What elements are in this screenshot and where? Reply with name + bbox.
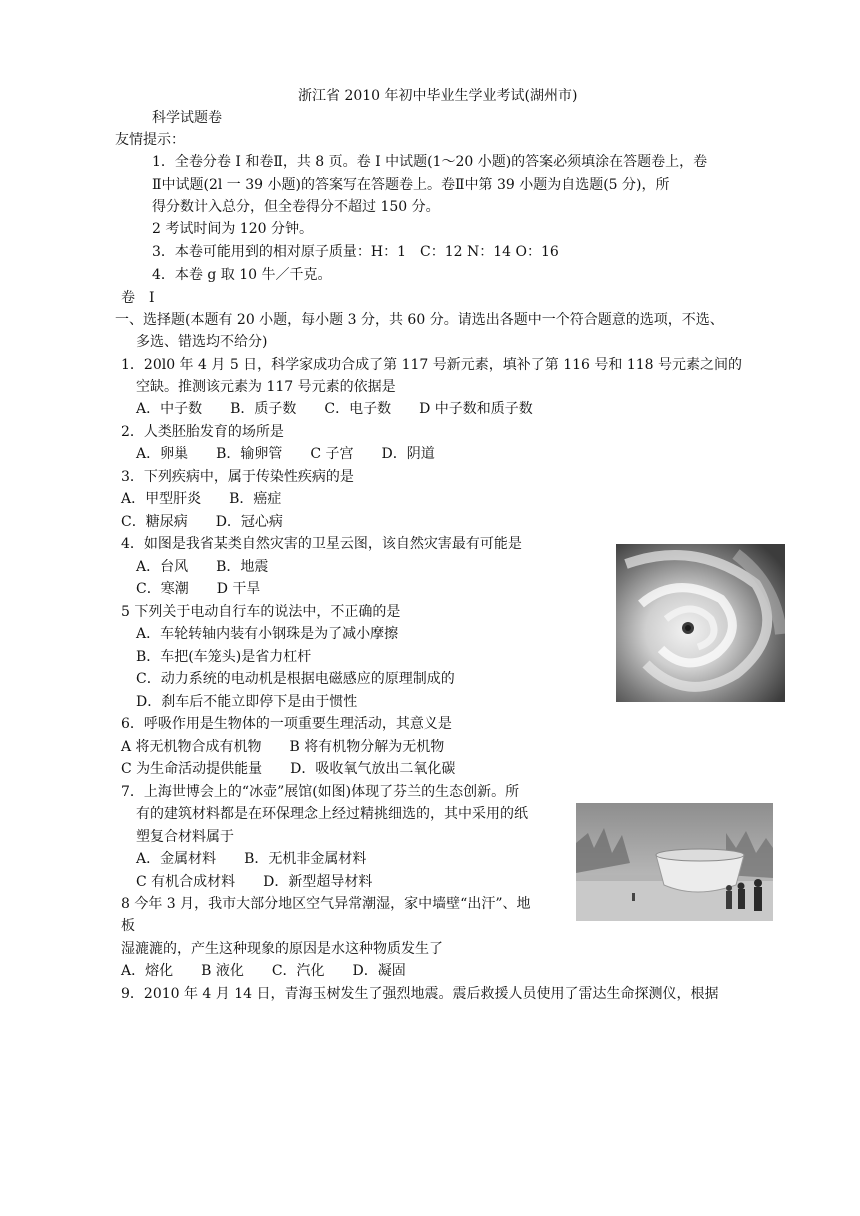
- answer-options: C．糖尿病 D．冠心病: [121, 514, 283, 530]
- question-stem: 3．下列疾病中，属于传染性疾病的是: [121, 469, 354, 485]
- page-title: 浙江省 2010 年初中毕业生学业考试(湖州市): [298, 88, 578, 104]
- answer-options: A 将无机物合成有机物 B 将有机物分解为无机物: [121, 739, 445, 755]
- answer-options: C 有机合成材料 D．新型超导材料: [136, 874, 373, 890]
- pavilion-photo: [576, 803, 773, 921]
- section-intro: 多选、错选均不给分): [136, 334, 268, 350]
- answer-options: A．金属材料 B．无机非金属材料: [136, 851, 367, 867]
- answer-options: C 为生命活动提供能量 D．吸收氧气放出二氧化碳: [121, 761, 456, 777]
- question-stem: 1．20l0 年 4 月 5 日，科学家成功合成了第 117 号新元素，填补了第 116 号和 118 号元素之间的: [121, 357, 743, 373]
- answer-options: A．中子数 B．质子数 C．电子数 D 中子数和质子数: [136, 401, 533, 417]
- tip-line: 得分数计入总分，但全卷得分不超过 150 分。: [152, 199, 440, 215]
- question-stem: 湿漉漉的，产生这种现象的原因是水这种物质发生了: [121, 941, 443, 957]
- paper-subtitle: 科学试题卷: [152, 110, 222, 126]
- question-stem: 9．2010 年 4 月 14 日，青海玉树发生了强烈地震。震后救援人员使用了雷达生命探测仪，根据: [121, 986, 719, 1002]
- question-stem: 板: [121, 918, 135, 934]
- answer-options: A．熔化 B 液化 C．汽化 D．凝固: [121, 963, 406, 979]
- question-stem: 塑复合材料属于: [136, 829, 234, 845]
- section-intro: 一、选择题(本题有 20 小题，每小题 3 分，共 60 分。请选出各题中一个符合题意的选项，不选、: [115, 312, 724, 328]
- question-stem: 空缺。推测该元素为 117 号元素的依据是: [136, 379, 396, 395]
- answer-option: A．车轮转轴内装有小钢珠是为了减小摩擦: [136, 626, 399, 642]
- tip-line: 2 考试时间为 120 分钟。: [152, 221, 313, 237]
- tip-line: 4．本卷 g 取 10 牛／千克。: [152, 267, 332, 283]
- answer-option: B．车把(车笼头)是省力杠杆: [136, 649, 312, 665]
- tip-line: 1．全卷分卷 I 和卷Ⅱ，共 8 页。卷 I 中试题(1～20 小题)的答案必须填涂在答题卷上，卷: [152, 154, 708, 170]
- tips-label: 友情提示：: [115, 132, 185, 148]
- question-stem: 4．如图是我省某类自然灾害的卫星云图，该自然灾害最有可能是: [121, 536, 522, 552]
- tip-line: Ⅱ中试题(2l 一 39 小题)的答案写在答题卷上。卷Ⅱ中第 39 小题为自选题(5 分)，所: [152, 177, 670, 193]
- paper-section-label: 卷 I: [121, 290, 155, 306]
- question-stem: 2．人类胚胎发育的场所是: [121, 424, 284, 440]
- typhoon-satellite-image: [616, 544, 785, 702]
- answer-options: C．寒潮 D 干旱: [136, 581, 261, 597]
- tip-line: 3．本卷可能用到的相对原子质量：H：1 C：12 N：14 O：16: [152, 244, 559, 260]
- question-stem: 6．呼吸作用是生物体的一项重要生理活动，其意义是: [121, 716, 452, 732]
- question-stem: 有的建筑材料都是在环保理念上经过精挑细选的，其中采用的纸: [136, 806, 528, 822]
- answer-options: A．台风 B．地震: [136, 559, 269, 575]
- answer-options: A．卵巢 B．输卵管 C 子宫 D．阴道: [136, 446, 435, 462]
- answer-option: D．刹车后不能立即停下是由于惯性: [136, 694, 358, 710]
- answer-options: A．甲型肝炎 B．癌症: [121, 491, 282, 507]
- answer-option: C．动力系统的电动机是根据电磁感应的原理制成的: [136, 671, 455, 687]
- question-stem: 7．上海世博会上的“冰壶”展馆(如图)体现了芬兰的生态创新。所: [121, 784, 520, 800]
- question-stem: 8 今年 3 月，我市大部分地区空气异常潮湿，家中墙壁“出汗”、地: [121, 896, 531, 912]
- question-stem: 5 下列关于电动自行车的说法中，不正确的是: [121, 604, 401, 620]
